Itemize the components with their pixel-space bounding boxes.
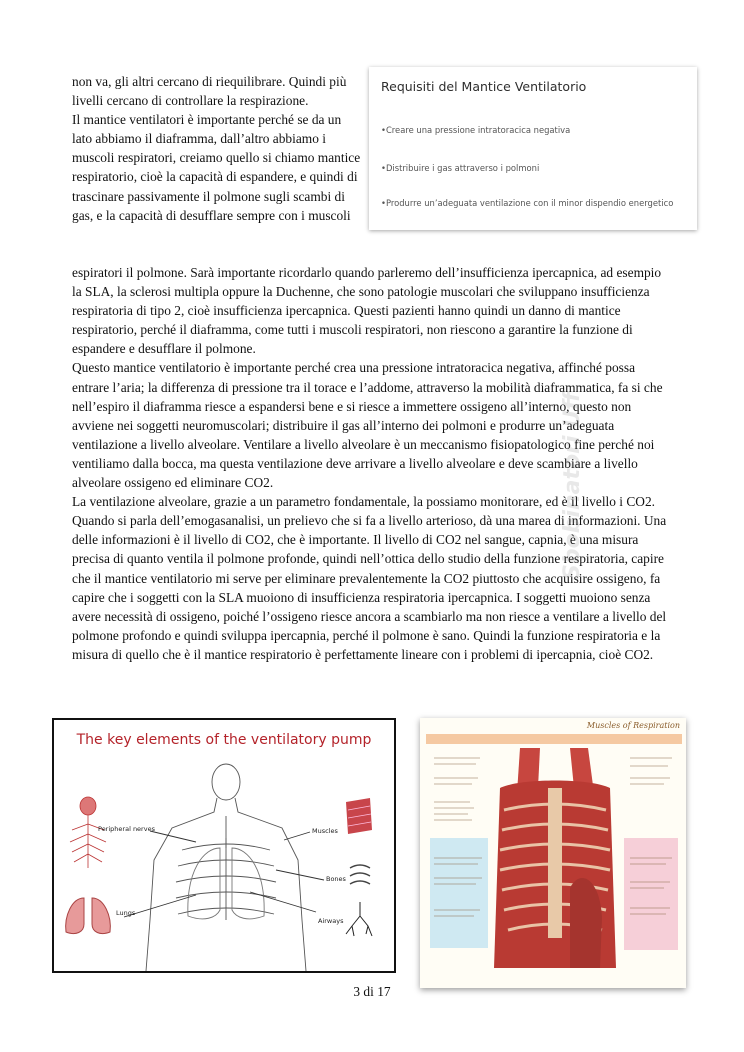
label-bones: Bones xyxy=(326,875,346,883)
anatomy-plate xyxy=(420,718,686,988)
slide-bullet: •Creare una pressione intratoracica negativa xyxy=(381,125,571,135)
label-peripheral-nerves: Peripheral nerves xyxy=(98,825,155,833)
plate-title: Muscles of Respiration xyxy=(586,721,680,730)
slide-bullet: •Produrre un’adeguata ventilazione con il minor dispendio energetico xyxy=(381,198,674,208)
slide-requisiti xyxy=(369,67,697,230)
paragraph: La ventilazione alveolare, grazie a un parametro fondamentale, la possiamo monitorare, ed è il livello i CO2. Quando si parla dell’emogasanalisi, un prelievo che si fa a livello arterioso, dà una marea di informazioni. Una delle informazioni è il livello di CO2, che è importante. Il livello di CO2 nel sangue, capnia, è una misura precisa di quanto ventila il polmone profonde, quindi nell’ottica dello studio della funzione respiratoria, capire che il mantice ventilatorio mi serve per eliminare prevalentemente la CO2 piuttosto che acquisire ossigeno, fa capire che i soggetti con la SLA muoiono di insufficienza respiratoria ipercapnica. I soggetti muoiono senza avere necessità di ossigeno, poiché l’ossigeno riesce ancora a scambiarlo ma non riesce a ventilare a livello del polmone profondo e quindi sviluppa ipercapnia, perché il polmone è sano. Quindi la funzione respiratoria e la misura di quello che è il mantice respiratorio è perfettamente lineare con i problemi di ipercapnia, cioè CO2. xyxy=(72,494,667,662)
paragraph: espiratori il polmone. Sarà importante ricordarlo quando parleremo dell’insufficienza ipercapnica, ad esempio la SLA, la sclerosi multipla oppure la Duchenne, che sono patologie muscolari che sviluppano insufficienza respiratoria di tipo 2, cioè insufficienza ipercapnica. Questi pazienti hanno quindi un danno di mantice respiratorio, perché il diaframma, come tutti i muscoli respiratori, non riescono a garantire la funzione di espandere e desufflare il polmone. xyxy=(72,265,662,357)
label-lungs: Lungs xyxy=(116,909,136,917)
slide-bullet: •Distribuire i gas attraverso i polmoni xyxy=(381,163,540,173)
watermark: Sbobinatori Uff xyxy=(560,391,585,580)
paragraph: Questo mantice ventilatorio è importante perché crea una pressione intratoracica negativa, affinché possa entrare l’aria; la differenza di pressione tra il torace e l’addome, attraverso la mobilità diaframmatica, fa si che nell’espiro il diaframma riesce a espandersi bene e si riesce a immettere ossigeno all’interno, questo non avviene nei soggetti neuromuscolari; distribuire il gas all’interno dei polmoni e produrre un’adeguata ventilazione a livello alveolare. Ventilare a livello alveolare è un meccanismo fisiopatologico fine perché noi ventiliamo dalla bocca, ma questa ventilazione deve arrivare a livello alveolare e deve scambiare a livello alveolare ossigeno ed eliminare CO2. xyxy=(72,360,663,491)
intro-text-block xyxy=(72,72,362,225)
paragraph: Il mantice ventilatori è importante perché se da un lato abbiamo il diaframma, dall’altro abbiamo i muscoli respiratori, creiamo quello si chiamo mantice respiratorio, cioè la capacità di espandere, e quindi di trascinare passivamente il polmone sugli scambi di gas, e la capacità di desufflare sempre con i muscoli xyxy=(72,112,361,223)
muscles-illustration xyxy=(420,718,686,988)
slide-title: The key elements of the ventilatory pump xyxy=(76,732,372,748)
slide-key-elements xyxy=(52,718,396,973)
ventilatory-pump-illustration xyxy=(54,720,394,971)
label-muscles: Muscles xyxy=(312,827,338,835)
slide-title: Requisiti del Mantice Ventilatorio xyxy=(381,79,587,94)
paragraph: non va, gli altri cercano di riequilibrare. Quindi più livelli cercano di controllare la respirazione. xyxy=(72,74,347,109)
label-airways: Airways xyxy=(318,917,344,925)
page-number: 3 di 17 xyxy=(353,984,391,999)
